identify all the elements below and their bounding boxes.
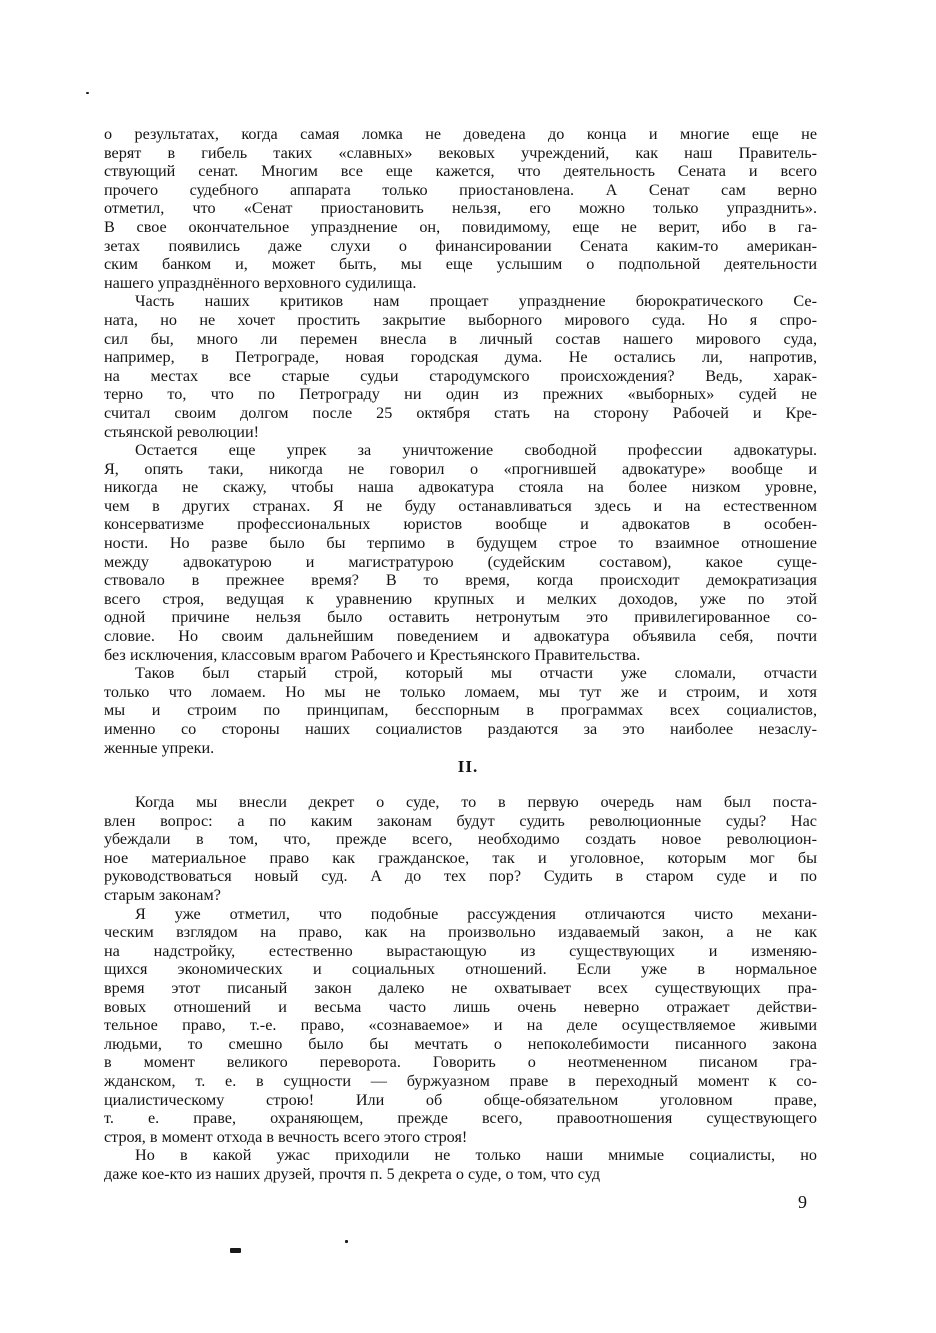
text-line: ским банком и, может быть, мы еще услышим о подпольной деятельности [104,255,817,274]
text-line: Я уже отметил, что подобные рассуждения отличаются чисто механи- [135,904,817,923]
text-line: всего строя, ведущая к уравнению крупных и мелких доходов, уже по этой [104,589,817,608]
text-line: людьми, то смешно было бы мечтать о непоколебимости писанного закона [104,1034,817,1053]
text-line: консерватизме профессиональных юристов вообще и адвокатов в особен- [104,515,817,534]
text-line: строя, в момент отхода в вечность всего этого строя! [104,1127,468,1146]
text-line: о результатах, когда самая ломка не доведена до конца и многие еще не [104,125,817,143]
text-line: без исключения, классовым врагом Рабочего и Крестьянского Правительства. [104,645,641,664]
text-line: прочего судебного аппарата только приостановлена. А Сенат сам верно [104,180,817,199]
text-line: зетах появились даже слухи о финансировании Сената каким-то американ- [104,236,817,255]
text-line: никогда не скажу, чтобы наша адвокатура стояла на более низком уровне, [104,478,817,497]
text-line: щихся экономических и социальных отношений. Если уже в нормальное [104,960,817,979]
text-line: например, в Петрограде, новая городская дума. Не остались ли, напротив, [104,348,817,367]
text-line: терно то, что по Петрограду ни один из прежних «выборных» судей не [104,385,817,404]
text-line: мы и строим по принципам, бесспорным в программах всех социалистов, [104,701,817,720]
text-line: Часть наших критиков нам прощает упразднение бюрократического Се- [135,292,817,311]
scan-speck [345,1240,348,1243]
text-line: Я, опять таки, никогда не говорил о «прогнившей адвокатуре» вообще и [104,459,817,478]
text-block-section-2 [104,793,817,1183]
text-line: отметил, что «Сенат приостановить нельзя, его можно только упразднить». [104,199,817,218]
text-line: Таков был старый строй, который мы отчасти уже сломали, отчасти [135,664,817,683]
text-line: словие. Но своим дальнейшим поведением и адвокатура объявила себя, почти [104,627,817,646]
text-line: в момент великого переворота. Говорить о неотмененном писаном гра- [104,1053,817,1072]
text-line: ности. Но разве было бы терпимо в будущем строе то взаимное отношение [104,534,817,553]
scan-speck [230,1248,241,1253]
text-line: даже кое-кто из наших друзей, прочтя п. 5 декрета о суде, о том, что суд [104,1164,601,1183]
text-line: влен вопрос: а по каким законам будут судить революционные суды? Нас [104,811,817,830]
text-line: нашего упразднённого верховного судилища. [104,273,417,292]
text-line: вовых отношений и весьма часто лишь очень неверно отражает действи- [104,997,817,1016]
text-line: убеждали в том, что, прежде всего, необходимо создать новое революцион- [104,830,817,849]
text-line: руководствоваться новый суд. А до тех пор? Судить в старом суде и по [104,867,817,886]
text-line: на местах все старые судьи стародумского происхождения? Ведь, харак- [104,366,817,385]
text-line: Когда мы внесли декрет о суде, то в первую очередь нам был поста- [135,793,817,811]
section-heading: II. [457,757,479,776]
text-line: ната, но не хочет простить закрытие выборного мирового суда. Но я спро- [104,310,817,329]
text-line: т. е. праве, охраняющем, прежде всего, правоотношения существующего [104,1109,817,1128]
text-line: жданском, т. е. в сущности — буржуазном праве в переходный момент к со- [104,1071,817,1090]
page-number: 9 [798,1192,807,1212]
text-line: ческим взглядом на право, как на произвольно издаваемый закон, а не как [104,923,817,942]
text-line: циалистическому строю! Или об обще-обязательном уголовном праве, [104,1090,817,1109]
text-line: В свое окончательное упразднение он, повидимому, еще не верит, ибо в га- [104,217,817,236]
text-line: чем в других странах. Я не буду останавливаться здесь и на естественном [104,496,817,515]
text-line: только что ломаем. Но мы не только ломаем, мы тут же и строим, и хотя [104,682,817,701]
text-line: женные упреки. [104,738,215,757]
text-line: ствовало в прежнее время? В то время, когда происходит демократизация [104,571,817,590]
text-line: старым законам? [104,885,221,904]
scan-speck [86,92,89,94]
text-line: между адвокатурою и магистратурою (судейским составом), какое суще- [104,552,817,571]
text-line: Но в какой ужас приходили не только наши мнимые социалисты, но [135,1146,817,1165]
text-line: Остается еще упрек за уничтожение свободной профессии адвокатуры. [135,441,817,460]
text-line: тельное право, т.-е. право, «сознаваемое» и на деле осуществляемое живыми [104,1016,817,1035]
text-block-section-1 [104,125,817,757]
text-line: на надстройку, естественно вырастающую из существующих и изменяю- [104,941,817,960]
text-line: время этот писаный закон далеко не охватывает всех существующих пра- [104,978,817,997]
text-line: считал своим долгом после 25 октября стать на сторону Рабочей и Кре- [104,403,817,422]
text-line: стьянской революции! [104,422,260,441]
text-line: ствующий сенат. Многим все еще кажется, что деятельность Сената и всего [104,162,817,181]
text-line: именно со стороны наших социалистов раздаются за это наиболее незаслу- [104,720,817,738]
text-line: ное материальное право как гражданское, так и уголовное, которым мог бы [104,848,817,867]
text-line: сил бы, много ли перемен внесла в личный состав нашего мирового суда, [104,329,817,348]
text-line: верят в гибель таких «славных» вековых учреждений, как наш Правитель- [104,143,817,162]
text-line: одной причине нельзя было оставить нетронутым это привилегированное со- [104,608,817,627]
